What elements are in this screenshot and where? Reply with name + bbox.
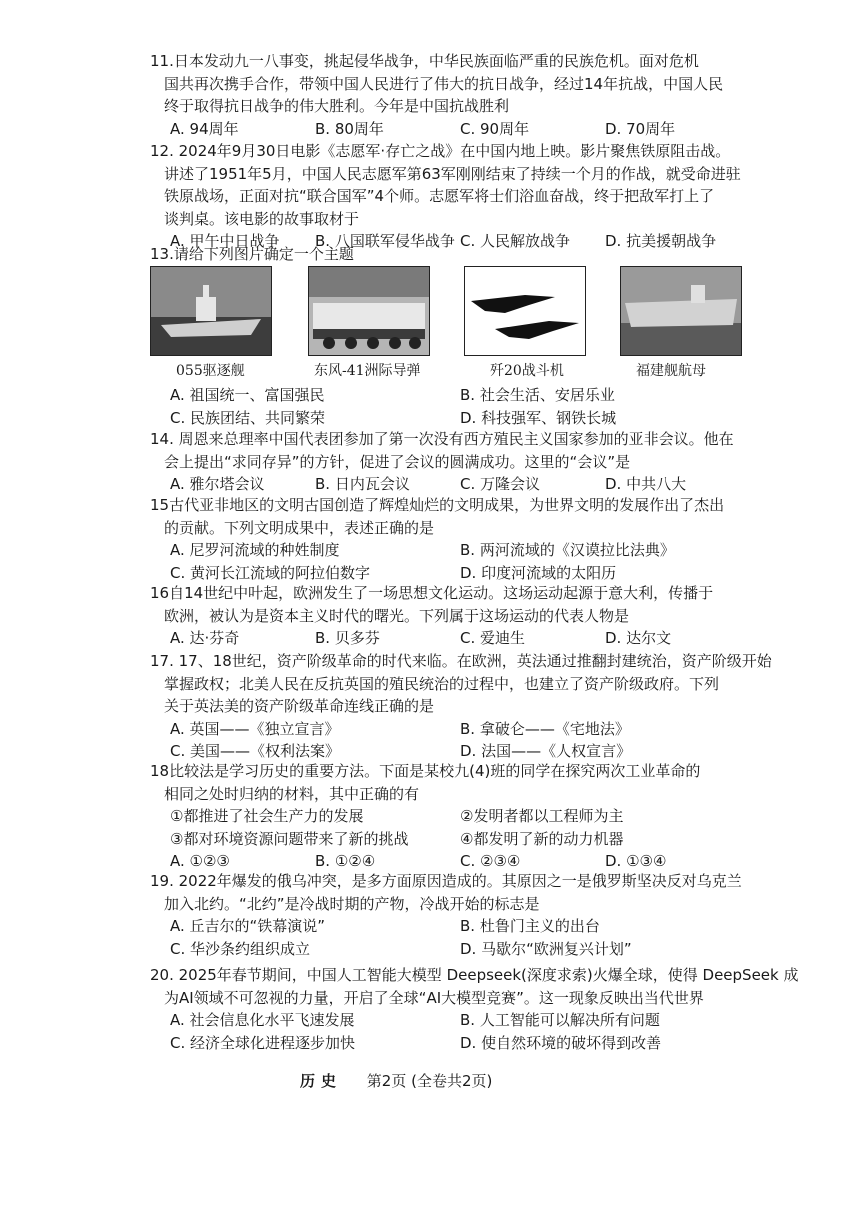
question-15 <box>150 494 750 584</box>
option-d: D. 中共八大 <box>605 475 687 493</box>
option-d: D. 抗美援朝战争 <box>605 232 717 250</box>
options <box>150 407 750 430</box>
question-text: 18比较法是学习历史的重要方法。下面是某校九(4)班的同学在探究两次工业革命的 <box>150 762 701 780</box>
page-footer <box>300 1070 492 1091</box>
option-a: A. 甲午中日战争 <box>170 232 280 250</box>
option-d: D. 科技强军、钢铁长城 <box>460 408 617 427</box>
option-b: B. 80周年 <box>315 119 384 138</box>
question-13 <box>150 243 750 266</box>
option-b: B. 人工智能可以解决所有问题 <box>460 1011 660 1029</box>
option-b: B. 八国联军侵华战争 <box>315 232 455 250</box>
page-number: 第2页 (全卷共2页) <box>366 1072 493 1090</box>
options <box>150 627 750 650</box>
image-caption: 055驱逐舰 <box>176 363 245 379</box>
question-text: 16自14世纪中叶起，欧洲发生了一场思想文化运动。这场运动起源于意大利，传播于 <box>150 584 714 602</box>
statement-2: ②发明者都以工程师为主 <box>460 807 624 825</box>
option-c: C. 黄河长江流域的阿拉伯数字 <box>170 563 371 582</box>
option-c: C. 美国——《权利法案》 <box>170 742 341 760</box>
options <box>150 539 750 562</box>
image-caption: 福建舰航母 <box>636 363 706 379</box>
option-c: C. 民族团结、共同繁荣 <box>170 408 326 427</box>
statement-4: ④都发明了新的动力机器 <box>460 829 624 848</box>
statement-1: ①都推进了社会生产力的发展 <box>170 807 364 825</box>
option-c: C. 90周年 <box>460 119 530 138</box>
fighter-jet-photo <box>464 266 586 356</box>
question-text: 19. 2022年爆发的俄乌冲突，是多方面原因造成的。其原因之一是俄罗斯坚决反对乌克兰 <box>150 872 742 890</box>
options <box>150 562 750 585</box>
question-text: 铁原战场，正面对抗“联合国军”4个师。志愿军将士们浴血奋战，终于把敌军打上了 <box>164 187 715 205</box>
question-text: 为AI领域不可忽视的力量，开启了全球“AI大模型竞赛”。这一现象反映出当代世界 <box>164 988 704 1007</box>
option-c: C. ②③④ <box>460 852 521 870</box>
question-text: 17. 17、18世纪，资产阶级革命的时代来临。在欧洲，英法通过推翻封建统治，资产阶级开始 <box>150 652 772 670</box>
question-text: 掌握政权；北美人民在反抗英国的殖民统治的过程中，也建立了资产阶级政府。下列 <box>164 674 720 693</box>
statements <box>150 828 750 851</box>
image-caption: 东风-41洲际导弹 <box>314 363 421 379</box>
option-a: A. 丘吉尔的“铁幕演说” <box>170 917 326 935</box>
question-text: 的贡献。下列文明成果中，表述正确的是 <box>164 518 435 537</box>
option-c: C. 华沙条约组织成立 <box>170 939 311 958</box>
options <box>150 915 750 938</box>
option-a: A. 94周年 <box>170 119 239 138</box>
question-text: 14. 周恩来总理率中国代表团参加了第一次没有西方殖民主义国家参加的亚非会议。他在 <box>150 430 734 448</box>
image-caption: 歼20战斗机 <box>490 363 564 379</box>
option-a: A. 英国——《独立宣言》 <box>170 719 340 738</box>
question-text: 会上提出“求同存异”的方针，促进了会议的圆满成功。这里的“会议”是 <box>164 452 631 471</box>
question-text: 12. 2024年9月30日电影《志愿军·存亡之战》在中国内地上映。影片聚焦铁原阻击战。 <box>150 142 731 160</box>
option-b: B. 拿破仑——《宅地法》 <box>460 719 630 738</box>
options <box>150 938 750 961</box>
option-a: A. 达·芬奇 <box>170 629 240 647</box>
options <box>150 718 750 741</box>
question-text: 20. 2025年春节期间，中国人工智能大模型 Deepseek(深度求索)火爆全球，使得 DeepSeek 成 <box>150 966 799 984</box>
options <box>150 473 750 496</box>
question-12 <box>150 140 750 253</box>
image-row <box>148 266 748 388</box>
option-c: C. 人民解放战争 <box>460 232 571 250</box>
missile-photo <box>308 266 430 356</box>
question-19 <box>150 870 750 960</box>
options <box>150 384 750 407</box>
option-a: A. 雅尔塔会议 <box>170 475 265 493</box>
option-d: D. 法国——《人权宣言》 <box>460 742 632 760</box>
question-17 <box>150 650 772 763</box>
option-c: C. 万隆会议 <box>460 475 541 493</box>
options <box>150 1032 750 1055</box>
question-text: 讲述了1951年5月，中国人民志愿军第63军刚刚结束了持续一个月的作战，就受命进驻 <box>164 164 741 183</box>
question-text: 15古代亚非地区的文明古国创造了辉煌灿烂的文明成果，为世界文明的发展作出了杰出 <box>150 496 725 514</box>
destroyer-photo <box>150 266 272 356</box>
question-text: 国共再次携手合作，带领中国人民进行了伟大的抗日战争，经过14年抗战，中国人民 <box>164 74 724 93</box>
option-b: B. 日内瓦会议 <box>315 475 410 493</box>
question-13-options <box>150 384 750 429</box>
option-c: C. 经济全球化进程逐步加快 <box>170 1033 356 1052</box>
subject-label: 历史 <box>300 1072 343 1090</box>
statement-3: ③都对环境资源问题带来了新的挑战 <box>170 829 409 848</box>
option-b: B. 贝多芬 <box>315 629 380 647</box>
question-text: 加入北约。“北约”是冷战时期的产物，冷战开始的标志是 <box>164 894 540 913</box>
question-text: 谈判桌。该电影的故事取材于 <box>164 209 360 228</box>
option-a: A. ①②③ <box>170 852 230 870</box>
option-d: D. 达尔文 <box>605 629 672 647</box>
statements <box>150 805 750 828</box>
option-b: B. ①②④ <box>315 852 376 870</box>
option-a: A. 祖国统一、富国强民 <box>170 386 325 404</box>
option-c: C. 爱迪生 <box>460 629 526 647</box>
question-text: 终于取得抗日战争的伟大胜利。今年是中国抗战胜利 <box>164 97 510 115</box>
options <box>150 1009 750 1032</box>
option-d: D. 使自然环境的破坏得到改善 <box>460 1033 662 1052</box>
option-d: D. 70周年 <box>605 119 676 138</box>
question-14 <box>150 428 750 496</box>
question-20 <box>150 964 799 1054</box>
option-d: D. 马歇尔“欧洲复兴计划” <box>460 939 632 958</box>
option-b: B. 两河流域的《汉谟拉比法典》 <box>460 541 675 559</box>
option-a: A. 社会信息化水平飞速发展 <box>170 1011 355 1029</box>
question-text: 13.请给下列图片确定一个主题 <box>150 245 354 263</box>
option-b: B. 杜鲁门主义的出台 <box>460 917 600 935</box>
question-text: 欧洲，被认为是资本主义时代的曙光。下列属于这场运动的代表人物是 <box>164 606 630 625</box>
question-11 <box>150 50 750 140</box>
question-text: 11.日本发动九一八事变，挑起侵华战争，中华民族面临严重的民族危机。面对危机 <box>150 52 699 70</box>
options <box>150 118 750 141</box>
question-text: 相同之处时归纳的材料，其中正确的有 <box>164 784 420 803</box>
question-text: 关于英法美的资产阶级革命连线正确的是 <box>164 697 435 715</box>
option-b: B. 社会生活、安居乐业 <box>460 386 615 404</box>
aircraft-carrier-photo <box>620 266 742 356</box>
option-d: D. ①③④ <box>605 852 667 870</box>
question-16 <box>150 582 750 650</box>
option-d: D. 印度河流域的太阳历 <box>460 563 617 582</box>
option-a: A. 尼罗河流域的种姓制度 <box>170 541 340 559</box>
question-18 <box>150 760 750 873</box>
